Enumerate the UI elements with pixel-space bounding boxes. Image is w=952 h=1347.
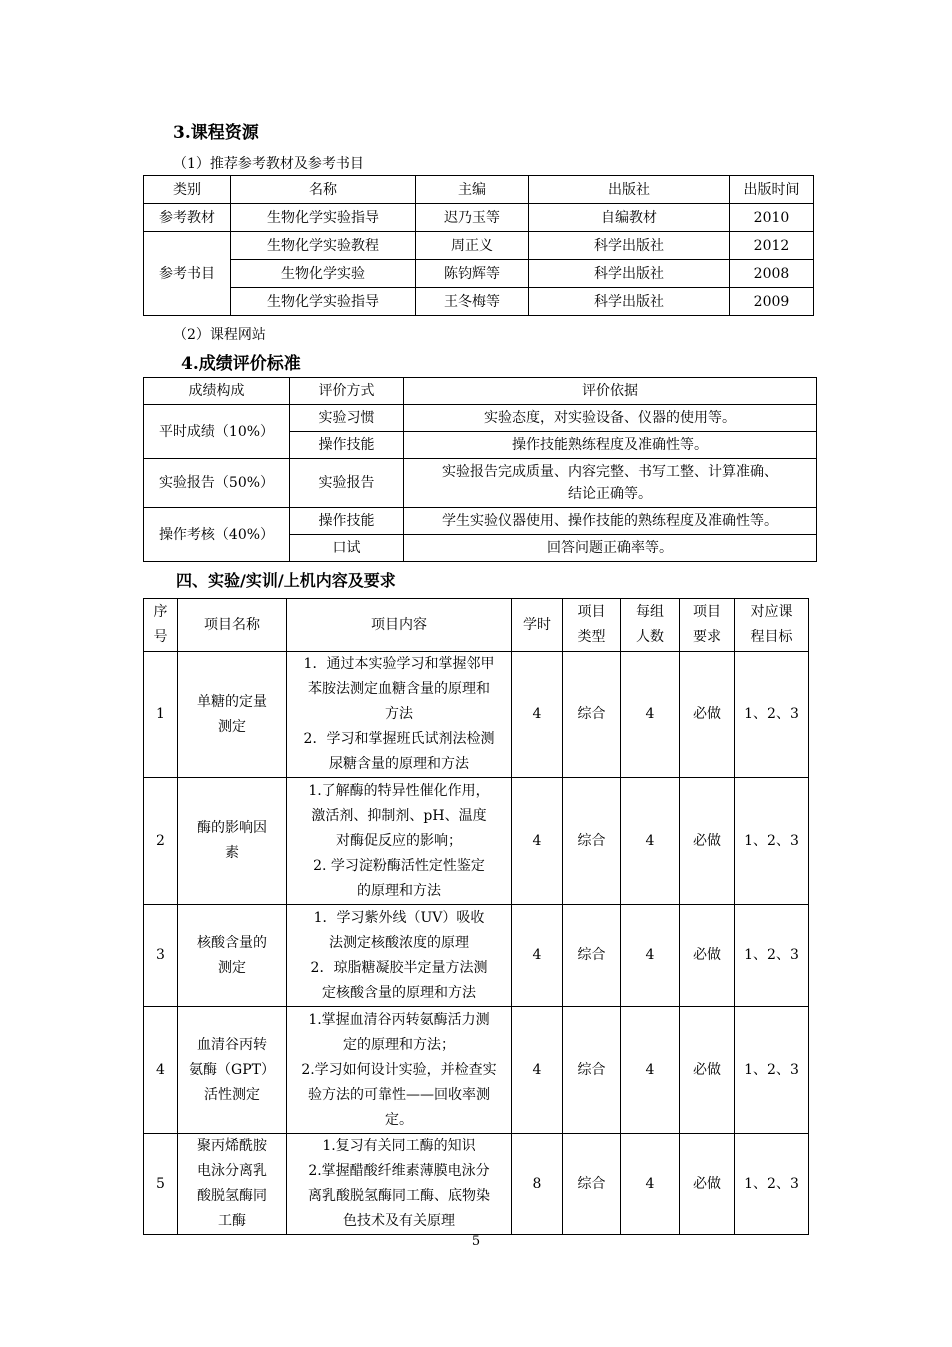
requirement-cell: 必做 <box>680 778 735 905</box>
project-content-line: 1.了解酶的特异性催化作用， <box>308 782 490 799</box>
row-number: 4 <box>144 1007 178 1134</box>
header-method: 评价方式 <box>290 378 404 405</box>
header-editor: 主编 <box>416 176 529 204</box>
row-number: 2 <box>144 778 178 905</box>
project-content-line: 定。 <box>385 1111 413 1128</box>
project-content-line: 定核酸含量的原理和方法 <box>322 984 476 1001</box>
basis-cell: 回答问题正确率等。 <box>404 535 817 562</box>
header-hours: 学时 <box>512 599 563 652</box>
books-subtitle: （1）推荐参考教材及参考书目 <box>173 156 364 172</box>
project-content-line: 2. 学习淀粉酶活性定性鉴定 <box>313 857 485 874</box>
table-row <box>144 405 817 432</box>
book-name: 生物化学实验教程 <box>231 232 416 260</box>
project-content-line: 对酶促反应的影响； <box>336 832 462 849</box>
basis-cell: 学生实验仪器使用、操作技能的熟练程度及准确性等。 <box>404 508 817 535</box>
header-publisher: 出版社 <box>529 176 730 204</box>
project-content-line: 验方法的可靠性——回收率测 <box>308 1086 490 1103</box>
method-cell: 实验报告 <box>290 459 404 508</box>
book-name: 生物化学实验指导 <box>231 288 416 316</box>
book-name: 生物化学实验 <box>231 260 416 288</box>
book-name: 生物化学实验指导 <box>231 204 416 232</box>
hours-cell: 4 <box>512 1007 563 1134</box>
group-size-cell: 4 <box>621 905 680 1007</box>
header-line: 程目标 <box>750 629 793 645</box>
type-cell: 综合 <box>563 905 621 1007</box>
header-line: 号 <box>153 629 168 645</box>
project-name-line: 单糖的定量 <box>197 693 267 710</box>
header-line: 要求 <box>693 629 721 645</box>
header-line: 项目 <box>693 604 721 620</box>
table-row <box>144 260 814 288</box>
table-row <box>144 1007 809 1134</box>
type-cell: 综合 <box>563 652 621 778</box>
method-cell: 实验习惯 <box>290 405 404 432</box>
project-name-line: 活性测定 <box>204 1086 260 1103</box>
project-name <box>178 778 287 905</box>
table-row <box>144 778 809 905</box>
table-row <box>144 288 814 316</box>
book-year: 2010 <box>730 204 814 232</box>
project-content-line: 方法 <box>385 706 413 722</box>
book-publisher: 科学出版社 <box>529 260 730 288</box>
goal-cell: 1、2、3 <box>735 1134 809 1235</box>
project-content-line: 离乳酸脱氢酶同工酶、底物染 <box>308 1188 490 1204</box>
table-row <box>144 1134 809 1235</box>
component-report: 实验报告（50%） <box>144 459 290 508</box>
project-content-line: 尿糖含量的原理和方法 <box>329 756 469 772</box>
group-size-cell: 4 <box>621 652 680 778</box>
header-line: 对应课 <box>750 604 793 620</box>
header-type <box>563 599 621 652</box>
experiments-body <box>144 652 809 1235</box>
group-size-cell: 4 <box>621 778 680 905</box>
header-line: 序 <box>153 604 168 620</box>
header-content: 项目内容 <box>287 599 512 652</box>
project-name-line: 酶的影响因 <box>197 820 267 836</box>
project-content-line: 1.复习有关同工酶的知识 <box>322 1138 476 1154</box>
page-number: 5 <box>471 1234 481 1249</box>
header-line: 类型 <box>577 629 606 645</box>
header-line: 每组 <box>636 604 664 620</box>
requirement-cell: 必做 <box>680 652 735 778</box>
category-cell: 参考书目 <box>144 232 231 316</box>
group-size-cell: 4 <box>621 1134 680 1235</box>
header-line: 项目 <box>577 604 606 620</box>
row-number: 5 <box>144 1134 178 1235</box>
project-content-line: 苯胺法测定血糖含量的原理和 <box>308 681 490 697</box>
hours-cell: 4 <box>512 905 563 1007</box>
requirement-cell: 必做 <box>680 1007 735 1134</box>
project-name-line: 血清谷丙转 <box>197 1036 267 1053</box>
project-name-line: 工酶 <box>218 1213 246 1229</box>
project-name-line: 素 <box>225 845 239 861</box>
book-editor: 周正义 <box>416 232 529 260</box>
basis-line: 结论正确等。 <box>568 486 652 502</box>
basis-cell <box>404 459 817 508</box>
project-content-line: 法测定核酸浓度的原理 <box>329 934 469 951</box>
experiments-table <box>143 598 809 1235</box>
project-name-line: 酸脱氢酶同 <box>197 1188 267 1204</box>
project-name-line: 核酸含量的 <box>197 934 267 951</box>
book-year: 2012 <box>730 232 814 260</box>
method-cell: 口试 <box>290 535 404 562</box>
table-row <box>144 508 817 535</box>
basis-cell: 操作技能熟练程度及准确性等。 <box>404 432 817 459</box>
header-group <box>621 599 680 652</box>
project-content-line: 色技术及有关原理 <box>343 1213 455 1229</box>
book-publisher: 科学出版社 <box>529 232 730 260</box>
book-editor: 王冬梅等 <box>416 288 529 316</box>
component-exam: 操作考核（40%） <box>144 508 290 562</box>
project-content-line: 1．通过本实验学习和掌握邻甲 <box>303 656 495 672</box>
requirement-cell: 必做 <box>680 1134 735 1235</box>
section-title-grading: 4.成绩评价标准 <box>181 354 301 374</box>
component-regular: 平时成绩（10%） <box>144 405 290 459</box>
project-name <box>178 1134 287 1235</box>
header-component: 成绩构成 <box>144 378 290 405</box>
table-row <box>144 652 809 778</box>
header-no <box>144 599 178 652</box>
table-header-row <box>144 176 814 204</box>
goal-cell: 1、2、3 <box>735 778 809 905</box>
project-name-line: 测定 <box>218 718 246 735</box>
book-year: 2009 <box>730 288 814 316</box>
type-cell: 综合 <box>563 1007 621 1134</box>
table-row <box>144 459 817 508</box>
header-name: 名称 <box>231 176 416 204</box>
project-name <box>178 1007 287 1134</box>
project-content-line: 2.掌握醋酸纤维素薄膜电泳分 <box>308 1163 490 1179</box>
website-subtitle: （2）课程网站 <box>173 327 266 343</box>
header-category: 类别 <box>144 176 231 204</box>
section-title-experiments: 四、实验/实训/上机内容及要求 <box>176 571 396 590</box>
section-title-resources: 3.课程资源 <box>173 123 259 143</box>
project-content-line: 2．琼脂糖凝胶半定量方法测 <box>310 959 488 976</box>
book-editor: 陈钧辉等 <box>416 260 529 288</box>
project-content <box>287 778 512 905</box>
table-header-row <box>144 378 817 405</box>
row-number: 3 <box>144 905 178 1007</box>
grading-table <box>143 377 817 562</box>
project-name <box>178 905 287 1007</box>
project-name <box>178 652 287 778</box>
type-cell: 综合 <box>563 778 621 905</box>
header-line: 人数 <box>636 629 664 645</box>
group-size-cell: 4 <box>621 1007 680 1134</box>
goal-cell: 1、2、3 <box>735 652 809 778</box>
table-row <box>144 232 814 260</box>
project-name-line: 电泳分离乳 <box>197 1163 267 1179</box>
books-table <box>143 175 814 316</box>
header-year: 出版时间 <box>730 176 814 204</box>
book-editor: 迟乃玉等 <box>416 204 529 232</box>
project-content-line: 激活剂、抑制剂、pH、温度 <box>311 807 487 824</box>
goal-cell: 1、2、3 <box>735 1007 809 1134</box>
project-content <box>287 905 512 1007</box>
category-cell: 参考教材 <box>144 204 231 232</box>
project-content-line: 2.学习如何设计实验，并检查实 <box>301 1061 497 1078</box>
project-content-line: 定的原理和方法； <box>343 1036 455 1053</box>
basis-line: 实验报告完成质量、内容完整、书写工整、计算准确、 <box>442 464 778 480</box>
table-row <box>144 204 814 232</box>
hours-cell: 4 <box>512 652 563 778</box>
project-content-line: 1．学习紫外线（UV）吸收 <box>313 909 485 926</box>
project-content-line: 1.掌握血清谷丙转氨酶活力测 <box>308 1011 490 1028</box>
project-content <box>287 1007 512 1134</box>
project-content-line: 2．学习和掌握班氏试剂法检测 <box>303 731 495 747</box>
method-cell: 操作技能 <box>290 432 404 459</box>
book-publisher: 自编教材 <box>529 204 730 232</box>
row-number: 1 <box>144 652 178 778</box>
goal-cell: 1、2、3 <box>735 905 809 1007</box>
header-name: 项目名称 <box>178 599 287 652</box>
header-requirement <box>680 599 735 652</box>
book-year: 2008 <box>730 260 814 288</box>
requirement-cell: 必做 <box>680 905 735 1007</box>
book-publisher: 科学出版社 <box>529 288 730 316</box>
hours-cell: 8 <box>512 1134 563 1235</box>
hours-cell: 4 <box>512 778 563 905</box>
project-content <box>287 1134 512 1235</box>
project-name-line: 聚丙烯酰胺 <box>197 1138 267 1154</box>
header-goal <box>735 599 809 652</box>
project-name-line: 测定 <box>218 959 246 976</box>
method-cell: 操作技能 <box>290 508 404 535</box>
header-basis: 评价依据 <box>404 378 817 405</box>
table-row <box>144 905 809 1007</box>
project-content-line: 的原理和方法 <box>357 882 441 899</box>
type-cell: 综合 <box>563 1134 621 1235</box>
project-name-line: 氨酶（GPT） <box>189 1061 275 1078</box>
table-header-row <box>144 599 809 652</box>
basis-cell: 实验态度，对实验设备、仪器的使用等。 <box>404 405 817 432</box>
project-content <box>287 652 512 778</box>
